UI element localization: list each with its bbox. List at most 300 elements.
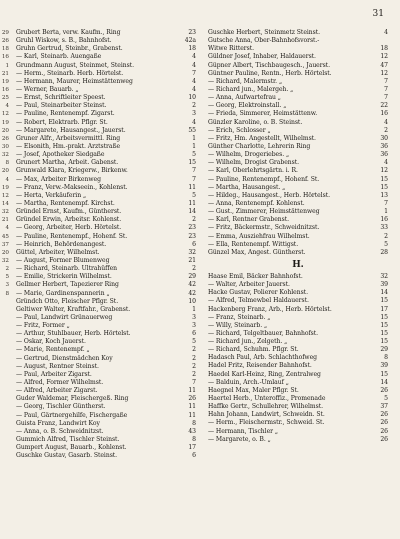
entry-text: — Fritz, Former „ xyxy=(16,322,70,330)
directory-entry xyxy=(208,306,388,314)
entry-text: Haedel Karl-Heinz, Ring, Zentralweg xyxy=(208,370,321,378)
entry-house-number: 5 xyxy=(192,151,196,159)
entry-house-number: 7 xyxy=(384,199,388,207)
entry-text: — Herta, Verkäuferin „ xyxy=(16,191,87,199)
directory-entry xyxy=(16,306,196,314)
directory-entry xyxy=(16,184,196,192)
entry-house-number: 29 xyxy=(380,346,388,354)
entry-text: — Karl, Rentner Grabenst. xyxy=(208,216,290,224)
entry-house-number: 15 xyxy=(380,321,388,329)
entry-house-number: 2 xyxy=(192,354,196,362)
entry-house-number: 7 xyxy=(384,94,388,102)
directory-entry xyxy=(16,298,196,306)
entry-text: — Robert, Elektrarb. Pflgr. St. xyxy=(16,118,108,126)
margin-number: 20 xyxy=(1,249,9,256)
directory-entry xyxy=(208,362,388,370)
margin-number: 26 xyxy=(1,135,9,142)
entry-house-number: 4 xyxy=(192,118,196,126)
directory-entry xyxy=(16,322,196,330)
margin-number: 8 xyxy=(5,290,9,297)
directory-entry xyxy=(208,314,388,322)
entry-house-number: 18 xyxy=(188,45,196,53)
entry-house-number: 12 xyxy=(380,167,388,175)
entry-text: Gruhl Wiskow, s. B., Bahnhofst. xyxy=(16,37,112,45)
entry-house-number: 36 xyxy=(380,151,388,159)
entry-house-number: 5 xyxy=(384,240,388,248)
entry-house-number: 6 xyxy=(192,240,196,248)
entry-text: — Alfred, Arbeiter Zigarst. xyxy=(16,387,98,395)
entry-text: Gründel Erwin, Arbeitsr. Kohlenst. xyxy=(16,216,122,224)
entry-text: — Herm., Fleischermstr., Schweid. St. xyxy=(208,419,325,427)
entry-text: — Hermann, Tischler „ xyxy=(208,427,278,435)
entry-text: — Hildeg., Hausangest., Herb. Hörtelst. xyxy=(208,191,330,199)
entry-house-number: 15 xyxy=(380,183,388,191)
directory-entry xyxy=(208,102,388,110)
entry-house-number: 11 xyxy=(188,183,196,191)
directory-entry xyxy=(16,233,196,241)
entry-text: — Richard, Schuhm. Pflgr. St. xyxy=(208,346,299,354)
directory-entry xyxy=(16,387,196,395)
directory-entry xyxy=(208,330,388,338)
directory-entry xyxy=(208,387,388,395)
entry-text: Gumpert August, Bauarb., Kohlenst. xyxy=(16,444,127,452)
margin-number: 21 xyxy=(1,217,9,224)
directory-entry xyxy=(208,371,388,379)
directory-entry xyxy=(16,86,196,94)
entry-house-number: 10 xyxy=(188,297,196,305)
directory-entry xyxy=(16,151,196,159)
directory-entry xyxy=(16,241,196,249)
entry-house-number: 15 xyxy=(380,313,388,321)
entry-text: Gruhn Gertrud, Steinbr., Grabenst. xyxy=(16,45,123,53)
entry-text: — Paul, Steinarbeiter Steinst. xyxy=(16,102,107,110)
entry-text: — Karl, Oberlehrtsgärtn. i. R. xyxy=(208,167,298,175)
entry-text: — Margarete, Hausangest., Jauerst. xyxy=(16,126,126,134)
entry-house-number: 16 xyxy=(380,110,388,118)
margin-number: 2 xyxy=(5,266,9,273)
directory-entry xyxy=(16,265,196,273)
directory-entry xyxy=(16,200,196,208)
directory-entry xyxy=(208,249,388,257)
directory-entry xyxy=(208,167,388,175)
entry-text: Gellmer Herbert, Tapezierer Ring xyxy=(16,281,119,289)
directory-entry xyxy=(16,428,196,436)
entry-text: — Emma, Ausziehfrau Wilhelmst. xyxy=(208,232,310,240)
entry-house-number: 26 xyxy=(380,386,388,394)
entry-text: — Wilhelm, Drogeriebes. „ xyxy=(208,151,290,159)
directory-entry xyxy=(16,53,196,61)
entry-house-number: 2 xyxy=(384,232,388,240)
directory-entry xyxy=(16,281,196,289)
directory-entry xyxy=(208,45,388,53)
entry-text: — Franz, Steinarb. „ xyxy=(208,313,271,321)
entry-text: Gründch Otto, Fleischer Pflgr. St. xyxy=(16,297,119,305)
entry-house-number: 26 xyxy=(188,395,196,403)
entry-house-number: 16 xyxy=(380,216,388,224)
section-heading xyxy=(208,257,388,273)
entry-text: — Willy, Steinarb. „ xyxy=(208,321,268,329)
entry-house-number: 4 xyxy=(192,53,196,61)
entry-text: — August, Rentner Steinst. xyxy=(16,362,99,370)
directory-entry xyxy=(16,167,196,175)
entry-house-number: 43 xyxy=(188,427,196,435)
entry-text: — Wilhelm, Drogist Grabenst. xyxy=(208,159,300,167)
directory-entry xyxy=(16,127,196,135)
directory-entry xyxy=(16,192,196,200)
entry-house-number: 2 xyxy=(192,362,196,370)
directory-entry xyxy=(208,354,388,362)
entry-house-number: 2 xyxy=(192,102,196,110)
entry-house-number: 37 xyxy=(380,403,388,411)
directory-entry xyxy=(208,233,388,241)
entry-text: — Georg, Elektroinstall. „ xyxy=(208,102,287,110)
directory-entry xyxy=(208,176,388,184)
entry-house-number: 6 xyxy=(192,330,196,338)
entry-house-number: 23 xyxy=(188,224,196,232)
entry-house-number: 5 xyxy=(192,191,196,199)
directory-entry xyxy=(16,355,196,363)
entry-text: — Anna, o. B. Schweidnitzst. xyxy=(16,427,104,435)
directory-entry xyxy=(208,70,388,78)
entry-text: Guista Franz, Landwirt Koy xyxy=(16,419,100,427)
directory-entry xyxy=(208,428,388,436)
entry-house-number: 14 xyxy=(188,208,196,216)
directory-entry xyxy=(16,224,196,232)
margin-number: 4 xyxy=(5,176,9,183)
entry-text: Güntner Pauline, Rentn., Herb. Hörtelst. xyxy=(208,69,332,77)
directory-entry xyxy=(16,338,196,346)
margin-number: 29 xyxy=(1,30,9,36)
entry-house-number: 12 xyxy=(380,69,388,77)
entry-house-number: 3 xyxy=(192,322,196,330)
directory-entry xyxy=(208,184,388,192)
directory-entry xyxy=(208,289,388,297)
entry-house-number: 4 xyxy=(192,77,196,85)
entry-text: — Georg, Arbeiter, Herb. Hörtelst. xyxy=(16,224,122,232)
entry-text: — Paul, Landwirt Grünauerweg xyxy=(16,313,113,321)
entry-text: — Alfred, Former Wilhelmst. xyxy=(16,379,104,387)
directory-entry xyxy=(208,273,388,281)
entry-house-number: 1 xyxy=(192,305,196,313)
entry-text: — Balduin, Arch.-Umlauf „ xyxy=(208,378,289,386)
entry-house-number: 4 xyxy=(384,29,388,36)
entry-house-number: 15 xyxy=(380,338,388,346)
directory-entry xyxy=(208,78,388,86)
entry-text: H. xyxy=(292,259,304,270)
margin-number: 19 xyxy=(1,119,9,126)
entry-house-number: 2 xyxy=(192,346,196,354)
entry-house-number: 1 xyxy=(192,134,196,142)
entry-text: — Georg, Tischler Güntherst. xyxy=(16,403,106,411)
entry-text: Haegnel Max, Maler Pflgr. St. xyxy=(208,386,299,394)
entry-house-number: 7 xyxy=(192,379,196,387)
entry-text: — Richard, Malermstr. „ xyxy=(208,77,283,85)
entry-text: Grundmann August, Steinmet, Steinst. xyxy=(16,61,134,69)
directory-entry xyxy=(208,436,388,444)
margin-number: 30 xyxy=(1,143,9,150)
right-column xyxy=(208,29,388,444)
entry-house-number: 29 xyxy=(188,273,196,281)
entry-text: — Franz, Verw.-Makseein., Kohlenst. xyxy=(16,183,128,191)
entry-house-number: 42a xyxy=(184,37,196,45)
directory-entry xyxy=(16,249,196,257)
entry-house-number: 7 xyxy=(384,85,388,93)
entry-house-number: 26 xyxy=(380,419,388,427)
directory-entry xyxy=(208,127,388,135)
entry-house-number: 42 xyxy=(188,289,196,297)
margin-number: 12 xyxy=(1,111,9,118)
entry-text: — Karl, Steinarb. Auengaße xyxy=(16,53,102,61)
entry-house-number: 15 xyxy=(380,297,388,305)
entry-text: Grunert Martha, Arbeit. Gabenst. xyxy=(16,159,119,167)
entry-text: Hadasch Paul, Arb. Schlachthofweg xyxy=(208,354,317,362)
entry-text: — Martha, Rentenempf. Kirchst. xyxy=(16,199,115,207)
margin-number: 19 xyxy=(1,78,9,85)
directory-entry xyxy=(208,135,388,143)
entry-text: Günzel Max, Angest. Güntherst. xyxy=(208,248,306,256)
entry-house-number: 7 xyxy=(192,175,196,183)
margin-number: 16 xyxy=(1,54,9,61)
directory-entry xyxy=(208,200,388,208)
entry-text: — Walter, Arbeiter Jauerst. xyxy=(208,281,290,289)
directory-entry xyxy=(208,403,388,411)
entry-house-number: 32 xyxy=(188,248,196,256)
entry-house-number: 5 xyxy=(384,395,388,403)
entry-house-number: 28 xyxy=(380,248,388,256)
entry-house-number: 26 xyxy=(380,427,388,435)
left-column xyxy=(16,29,196,460)
entry-house-number xyxy=(386,37,388,45)
directory-entry xyxy=(208,241,388,249)
entry-text: — Martha, Hausangest. „ xyxy=(208,183,286,191)
directory-entry xyxy=(16,444,196,452)
directory-entry xyxy=(208,297,388,305)
margin-number: 16 xyxy=(1,86,9,93)
margin-number: 8 xyxy=(5,160,9,167)
directory-entry xyxy=(208,119,388,127)
entry-text: Günther Charlotte, Lehrerin Ring xyxy=(208,142,311,150)
entry-text: Gruner Alfr., Arbeitsvermittl. Ring xyxy=(16,134,121,142)
entry-house-number: 6 xyxy=(192,452,196,460)
entry-text: Grubert Berta, verw. Kaufm., Ring xyxy=(16,29,121,36)
entry-house-number: 23 xyxy=(188,29,196,36)
entry-house-number: 15 xyxy=(380,175,388,183)
directory-entry xyxy=(16,78,196,86)
directory-entry xyxy=(16,452,196,460)
entry-text: — Richard jun., Malergeh. „ xyxy=(208,85,294,93)
directory-entry xyxy=(208,62,388,70)
entry-house-number: 39 xyxy=(380,281,388,289)
entry-house-number: 33 xyxy=(380,224,388,232)
entry-house-number: 1 xyxy=(384,208,388,216)
directory-entry xyxy=(16,94,196,102)
entry-house-number: 2 xyxy=(192,216,196,224)
directory-entry xyxy=(16,135,196,143)
entry-text: Gummich Alfred, Tischler Steinst. xyxy=(16,436,120,444)
directory-entry xyxy=(208,151,388,159)
directory-entry xyxy=(208,411,388,419)
entry-house-number: 15 xyxy=(380,329,388,337)
entry-text: Hahn Johann, Landwirt, Schweidn. St. xyxy=(208,411,325,419)
entry-text: Geltiwer Walter, Kraftfahr., Grabenst. xyxy=(16,305,131,313)
entry-text: Günzler Karoline, o. B. Steinst. xyxy=(208,118,303,126)
entry-house-number: 2 xyxy=(192,370,196,378)
directory-entry xyxy=(16,119,196,127)
entry-text: — Pauline, Rentenempf., Hohenf. St. xyxy=(208,175,320,183)
entry-text: Witwe Ritterst. xyxy=(208,45,255,53)
directory-entry xyxy=(16,420,196,428)
directory-entry xyxy=(16,330,196,338)
entry-house-number: 15 xyxy=(188,159,196,167)
entry-house-number: 18 xyxy=(380,45,388,53)
margin-number: 32 xyxy=(1,152,9,159)
directory-entry xyxy=(208,346,388,354)
entry-text: — Pauline, Rentenempf., Hohenf. St. xyxy=(16,232,128,240)
entry-text: — Anna, Rentenempf. Kohlenst. xyxy=(208,199,305,207)
entry-house-number: 26 xyxy=(380,435,388,443)
directory-entry xyxy=(208,338,388,346)
margin-number: 45 xyxy=(1,233,9,240)
entry-text: — Arthur, Stuhlbauer, Herb. Hörtelst. xyxy=(16,330,131,338)
entry-text: — Werner, Bauarb. „ xyxy=(16,85,79,93)
directory-entry xyxy=(208,208,388,216)
entry-house-number: 12 xyxy=(380,53,388,61)
directory-entry xyxy=(16,436,196,444)
entry-house-number: 11 xyxy=(188,199,196,207)
margin-number: 20 xyxy=(1,168,9,175)
directory-entry xyxy=(16,412,196,420)
margin-number: 26 xyxy=(1,38,9,45)
entry-house-number: 55 xyxy=(188,126,196,134)
entry-house-number: 26 xyxy=(380,411,388,419)
margin-number: 5 xyxy=(5,274,9,281)
directory-entry xyxy=(208,395,388,403)
entry-text: — Richard, Telgeltbauer, Bahnhofst. xyxy=(208,329,319,337)
entry-text: — Paul, Arbeiter Zigarst. xyxy=(16,370,92,378)
entry-text: Güldner Josef, Inhaber, Haldauerst. xyxy=(208,53,316,61)
directory-entry xyxy=(16,257,196,265)
entry-text: Gründel Ernst, Kaufm., Güntherst. xyxy=(16,208,122,216)
directory-entry xyxy=(16,314,196,322)
entry-text: — Fritz, Hm. Angestellt, Wilhelmst. xyxy=(208,134,316,142)
entry-text: — Anna, Aufwartefrau „ xyxy=(208,94,281,102)
margin-number: 18 xyxy=(1,46,9,53)
entry-house-number: 17 xyxy=(380,305,388,313)
entry-text: — Marie, Gardinenspannerin „ xyxy=(16,289,110,297)
directory-entry xyxy=(208,53,388,61)
directory-entry xyxy=(16,102,196,110)
entry-text: — Heinrich, Behördenangest. xyxy=(16,240,107,248)
margin-number: 19 xyxy=(1,184,9,191)
margin-number: 4 xyxy=(5,225,9,232)
directory-entry xyxy=(208,29,388,37)
entry-house-number: 11 xyxy=(188,411,196,419)
entry-text: — Richard, Steinarb. Ultrahüffen xyxy=(16,265,118,273)
margin-number: 25 xyxy=(1,95,9,102)
entry-house-number: 30 xyxy=(380,134,388,142)
entry-house-number: 36 xyxy=(380,142,388,150)
entry-house-number: 2 xyxy=(384,126,388,134)
entry-text: — Max, Arbeiter Birkenweg xyxy=(16,175,101,183)
directory-entry xyxy=(16,290,196,298)
entry-text: — Josef, Apotheker Siedgaße xyxy=(16,151,105,159)
directory-entry xyxy=(208,110,388,118)
directory-entry xyxy=(208,224,388,232)
entry-text: Güpner Albert, Tischbaugesch., Jauerst. xyxy=(208,61,330,69)
margin-number: 14 xyxy=(1,200,9,207)
entry-text: Hackenberg Franz, Arb., Herb. Hörtelst. xyxy=(208,305,332,313)
entry-house-number: 47 xyxy=(380,61,388,69)
margin-number: 3 xyxy=(5,282,9,289)
directory-entry xyxy=(208,419,388,427)
entry-text: — Gust., Zimmerer, Heimstättenweg xyxy=(208,208,320,216)
entry-house-number: 39 xyxy=(380,362,388,370)
entry-house-number: 17 xyxy=(188,444,196,452)
entry-text: — Elsonith, Hm.-prakt. Arztstraße xyxy=(16,142,121,150)
margin-number: 1 xyxy=(5,62,9,69)
entry-house-number: 42 xyxy=(188,281,196,289)
directory-entry xyxy=(16,29,196,37)
entry-house-number: 23 xyxy=(188,232,196,240)
entry-text: Guschke Herbert, Steinmetz Steinst. xyxy=(208,29,321,36)
entry-text: Haase Emil, Bäcker Bahnhofst. xyxy=(208,272,303,280)
entry-text: — Herm., Steinarb. Herb. Hörtelst. xyxy=(16,69,124,77)
margin-number: 37 xyxy=(1,241,9,248)
entry-house-number: 2 xyxy=(192,265,196,273)
entry-house-number: 10 xyxy=(188,94,196,102)
margin-number: 32 xyxy=(1,209,9,216)
margin-number: 12 xyxy=(1,192,9,199)
entry-text: — Ella, Rentenempf. Wittigst. xyxy=(208,240,299,248)
entry-house-number: 14 xyxy=(380,378,388,386)
entry-text: Gutsche Anna, Ober-Bahnhofsvorst.- xyxy=(208,37,320,45)
directory-entry xyxy=(208,37,388,45)
directory-entry xyxy=(16,45,196,53)
entry-house-number: 15 xyxy=(380,370,388,378)
entry-text: Haertel Herb., Unteroffiz., Promenade xyxy=(208,395,326,403)
directory-entry xyxy=(16,363,196,371)
entry-text: Güttel, Arbeiter, Wilhelmst. xyxy=(16,248,100,256)
directory-entry xyxy=(16,395,196,403)
entry-house-number: 32 xyxy=(380,272,388,280)
directory-entry xyxy=(208,86,388,94)
entry-text: Hacke Gustav, Polierer Kohlenst. xyxy=(208,289,308,297)
directory-entry xyxy=(208,379,388,387)
directory-entry xyxy=(208,322,388,330)
directory-entry xyxy=(16,110,196,118)
entry-house-number: 4 xyxy=(192,61,196,69)
directory-entry xyxy=(16,208,196,216)
entry-house-number: 13 xyxy=(380,191,388,199)
entry-house-number: 4 xyxy=(192,85,196,93)
directory-entry xyxy=(208,143,388,151)
directory-entry xyxy=(208,281,388,289)
directory-entry xyxy=(208,94,388,102)
directory-entry xyxy=(16,159,196,167)
entry-text: — Emilie, Strickerin Wilhelmst. xyxy=(16,273,112,281)
page-number: 31 xyxy=(372,9,384,19)
directory-entry xyxy=(208,216,388,224)
entry-text: — Paul, Gärtnergehilfe, Fischergaße xyxy=(16,411,128,419)
directory-entry xyxy=(16,143,196,151)
entry-text: Guschke Gustav, Gasarb. Steinst. xyxy=(16,452,118,460)
directory-entry xyxy=(208,159,388,167)
directory-entry xyxy=(16,379,196,387)
entry-text: Hadel Fritz, Reisender Bahnhofst. xyxy=(208,362,312,370)
entry-text: Guder Waldemar, Fleischergeß. Ring xyxy=(16,395,129,403)
entry-house-number: 8 xyxy=(384,354,388,362)
margin-number: 4 xyxy=(5,103,9,110)
